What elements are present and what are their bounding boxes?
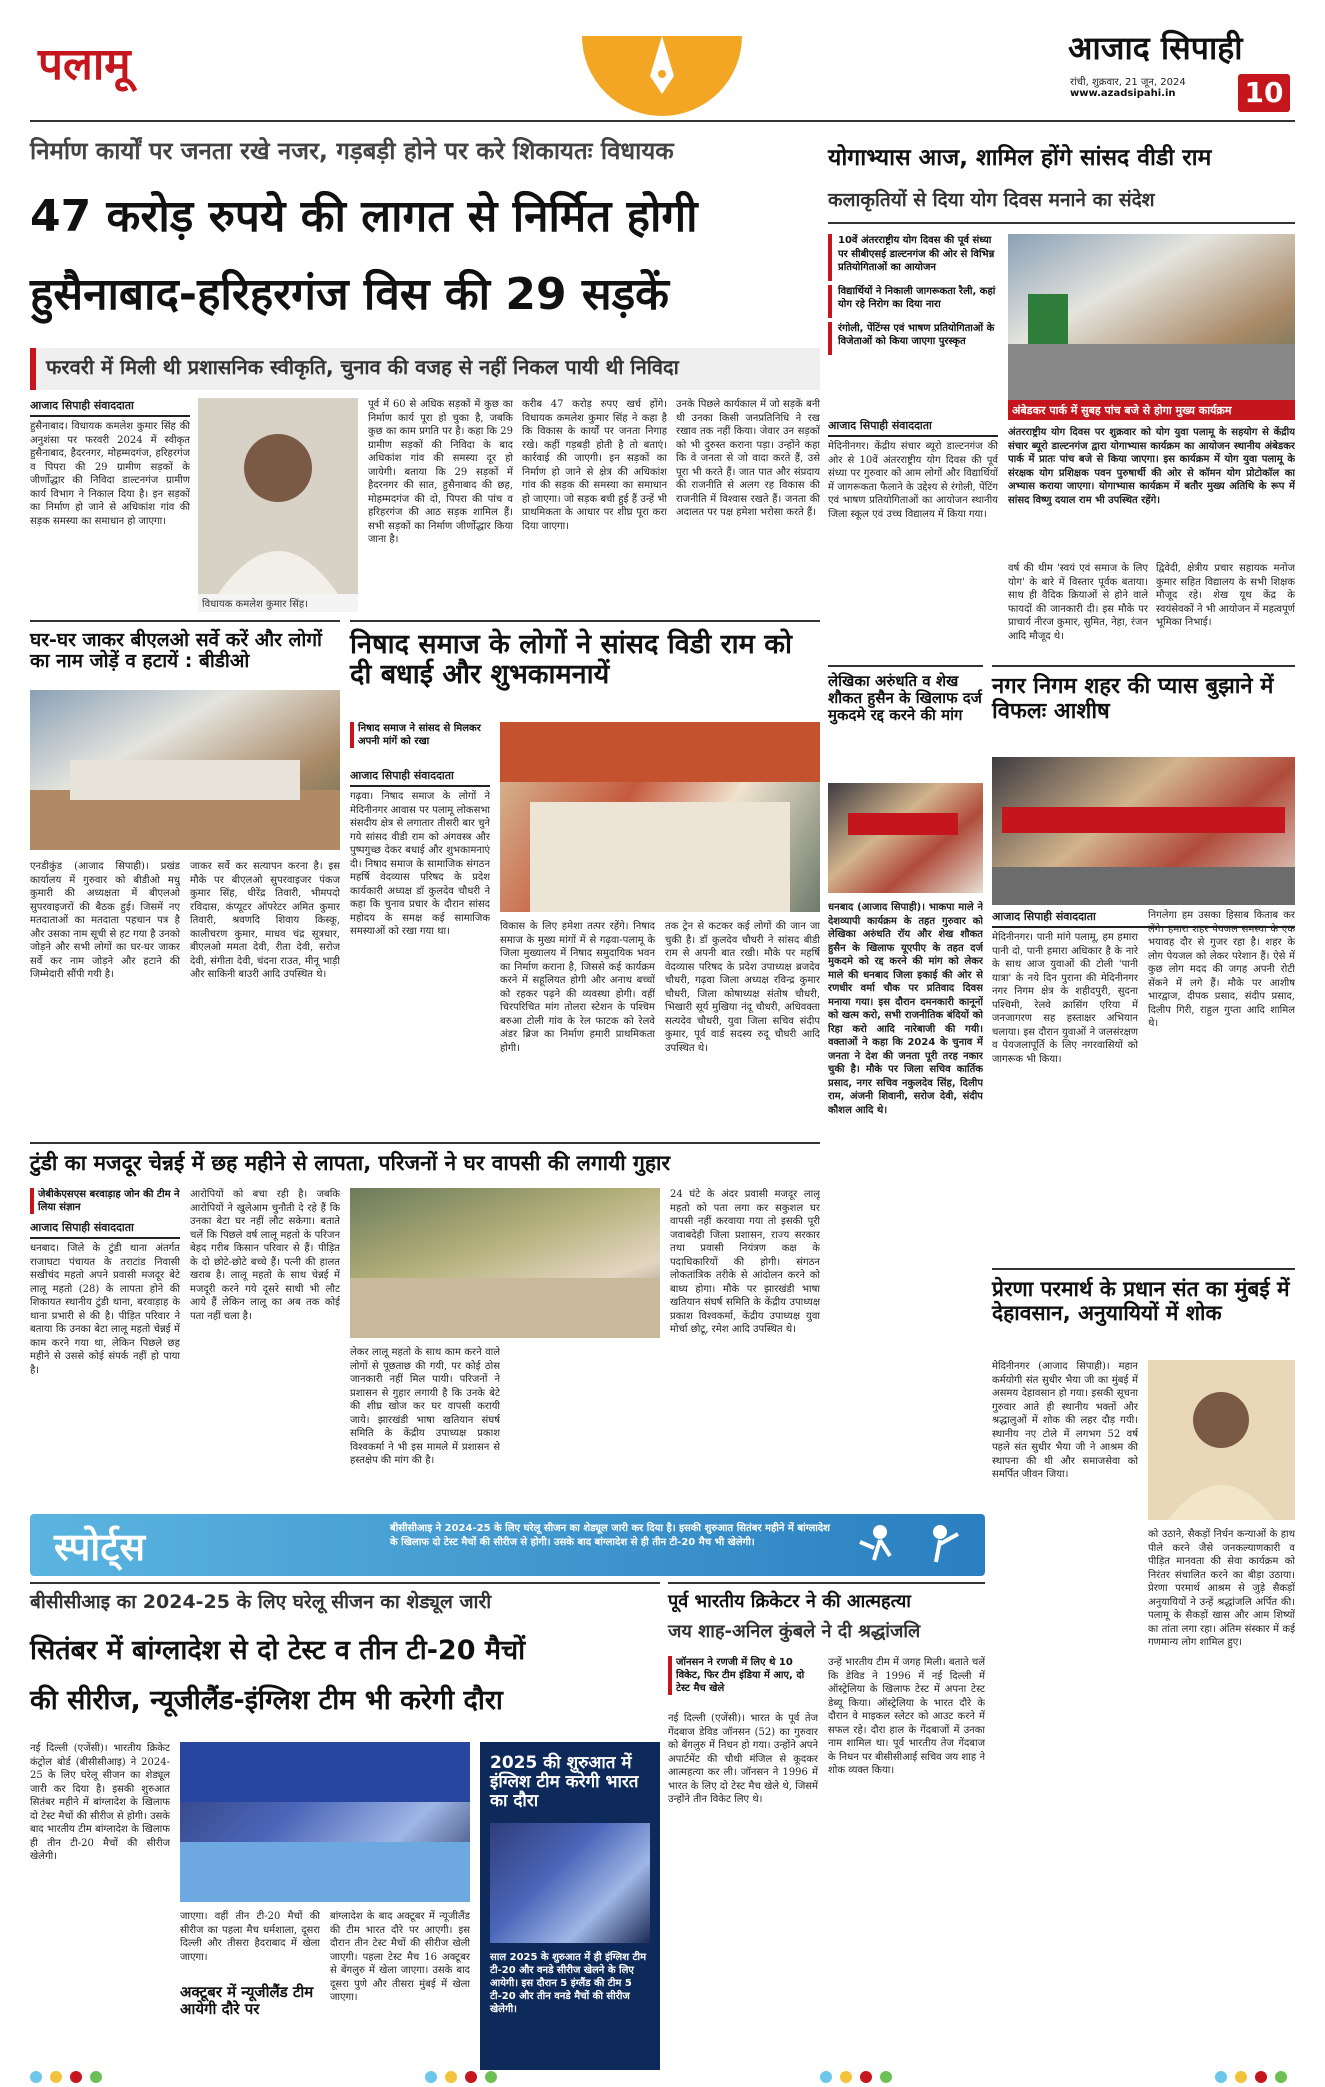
tundi-byline: आजाद सिपाही संवाददाता (30, 1220, 180, 1239)
tundi-photo (350, 1188, 660, 1338)
bldo-photo (30, 690, 340, 850)
nigam-byline: आजाद सिपाही संवाददाता (992, 909, 1295, 928)
nishad-tag: निषाद समाज ने सांसद से मिलकर अपनी मांगें को रखा (350, 722, 490, 748)
bcci-headline-line2: की सीरीज, न्यूजीलैंड-इंग्लिश टीम भी करेगी दौरा (30, 1685, 503, 1716)
prerna-photo (1148, 1360, 1295, 1520)
team-india-photo (180, 1742, 470, 1902)
nigam-col-2: निगलेगा हम उसका हिसाब किताब कर लेंगे। हमारा शहर पेयजल समस्या के एक भयावह दौर से गुजर रहा है। शहर के लोग पेयजल को लेकर परेशान हैं। ऐसे में कुछ लोग मदद की जगह अपनी रोटी सेंकने में लगे हैं। मौके पर आशीष भारद्वाज, दीपक प्रसाद, संदीप प्रसाद, दिलीप गिरी, राहुल गुप्ता आदि शामिल थे। (1148, 910, 1295, 1029)
yoga-points (828, 234, 998, 355)
prerna-col-1: मेदिनीनगर (आजाद सिपाही)। महान कर्मयोगी संत सुधीर भैया जी का मुंबई में असमय देहावसान हो गया। इसकी सूचना गुरुवार आते ही स्थानीय भक्तों और श्रद्धालुओं में शोक की लहर दौड़ गयी। स्थानीय नए टोले में लगभग 52 वर्ष पहले संत सुधीर भैया जी ने आश्रम की स्थापना की थी और समाजसेवा को समर्पित जीवन जिया। (992, 1361, 1138, 1480)
bcci-col-2: जाएगा। वहीं तीन टी-20 मैचों की सीरीज का पहला मैच धर्मशाला, दूसरा दिल्ली और तीसरा हैदराबाद में खेला जाएगा। (180, 1911, 320, 1963)
protest-photo (828, 783, 983, 893)
dateline: रांची, शुक्रवार, 21 जून, 2024 (1070, 77, 1186, 88)
bldo-col-1: एनडीकुंड (आजाद सिपाही)। प्रखंड कार्यालय में गुरुवार को बीडीओ मधु कुमारी की अध्यक्षता में बीएलओ सुपरवाइजरों की बैठक हुई। जिसमें नए मतदाताओं का मतदाता पहचान पत्र है और उसका नाम सूची से हट गया है उनको जोड़ने और सभी लोगों का घर-घर जाकर सर्वे कर नाम जोड़ने और हटाने की जिम्मेदारी सौंपी गयी है। (30, 861, 180, 980)
bcci-story (30, 1582, 660, 2070)
saint-portrait (1148, 1360, 1295, 1520)
nigam-photo (992, 757, 1295, 905)
masthead-rule (30, 120, 1295, 122)
sports-banner-title: स्पोर्ट्स (54, 1525, 146, 1569)
yoga-point: विद्यार्थियों ने निकाली जागरूकता रैली, कहां योग रहे निरोग का दिया नारा (828, 285, 998, 318)
pen-nib-logo (580, 30, 744, 122)
yoga-col-1: मेदिनीनगर। केंद्रीय संचार ब्यूरो डाल्टनगंज की ओर से 10वें अंतरराष्ट्रीय योग दिवस की पूर्व संध्या पर गुरुवार को आम लोगों और विद्यार्थियों में जागरूकता फैलाने के उद्देश्य से रंगोली, पेंटिंग एवं भाषण प्रतियोगिताओं का आयोजन स्थानीय जिला स्कूल एवं उच्च विद्यालय में किया गया। (828, 441, 998, 520)
bcci-headline-line1: सितंबर में बांग्लादेश से दो टेस्ट व तीन टी-20 मैचों (30, 1635, 526, 1666)
lead-story (30, 130, 820, 617)
rally-photo (1008, 234, 1295, 400)
eng-caption: साल 2025 के शुरुआत में ही इंग्लिश टीम टी-20 और वनडे सीरीज खेलने के लिए आयेगी। इस दौरान 5 इंग्लैंड की टीम 5 टी-20 और तीन वनडे मैचों की सीरीज खेलेगी। (490, 1952, 647, 2016)
bldo-col-2: जाकर सर्वे कर सत्यापन करना है। इस मौके पर बीएलओ सुपरवाइजर पंकज कुमार सिंह, धीरेंद्र तिवारी, भीमपदो रविदास, कंप्यूटर ऑपरेटर अमित कुमार तिवारी, श्रवणदि शिवाय किस्कू, कालीचरण कुमार, माधव चंद्र सूत्रधार, बीएलओ ममता देवी, रीता देवी, सरोज देवी, संगीता देवी, चंदना राउत, मीनू भाड़ी और साकिनी बाउरी आदि उपस्थित थे। (190, 861, 340, 980)
nigam-story (992, 665, 1295, 1265)
nishad-headline: निषाद समाज के लोगों ने सांसद विडी राम को दी बधाई और शुभकामनायें (350, 629, 792, 691)
eng-callout: 2025 की शुरुआत में इंग्लिश टीम करेगी भारत का दौरा (490, 1753, 639, 1812)
nigam-headline: नगर निगम शहर की प्यास बुझाने में विफलः आशीष (992, 674, 1274, 724)
lead-col-1: हुसैनाबाद। विधायक कमलेश कुमार सिंह की अनुशंसा पर फरवरी 2024 में स्वीकृत हुसैनाबाद, हैदरनगर, मोहम्मदगंज, हरिहरगंज व पिपरा की 29 ग्रामीण सड़कों के जीर्णोद्धार की निविदा डाल्टनगंज ग्रामीण कार्य विभाग ने निकाल दिया है। इन सड़कों का निर्माण हो जाने से अधिकांश गांव की सड़क समस्या का समाधान हो जाएगा। (30, 421, 190, 527)
eng-photo (490, 1823, 650, 1943)
footer-dots (30, 2068, 1295, 2082)
footer-dot-group (30, 2068, 110, 2082)
bcci-col-3: बांग्लादेश के बाद अक्टूबर में न्यूजीलैंड की टीम भारत दौरे पर आएगी। इस दौरान तीन टेस्ट मैचों की सीरीज खेली जाएगी। पहला टेस्ट मैच 16 अक्टूबर से बेंगलुरु में खेला जाएगा। उसके बाद दूसरा पुणे और तीसरा मुंबई में खेला जाएगा। (330, 1911, 470, 2003)
tundi-col-5 (510, 1346, 660, 1507)
yoga-photo (1008, 234, 1295, 400)
arundhati-photo (828, 783, 983, 893)
footer-dot-group (820, 2068, 900, 2082)
johnson-col-1: नई दिल्ली (एजेंसी)। भारत के पूर्व तेज गेंदबाज डेविड जॉनसन (52) का गुरुवार को बेंगलुरु में निधन हो गया। उन्होंने अपने अपार्टमेंट की चौथी मंजिल से कूदकर आत्महत्या कर ली। जॉनसन ने 1996 में भारत के लिए दो टेस्ट मैच खेले थे, जिसमें उन्होंने तीन विकेट लिए थे। (668, 1713, 818, 1805)
website: www.azadsipahi.in (1070, 88, 1176, 99)
lead-photo (198, 398, 358, 594)
footer-dot-group (1215, 2068, 1295, 2082)
lead-col-2: पूर्व में 60 से अधिक सड़कों में कुछ का निर्माण कार्य पूरा हो चुका है, जबकि कुछ का काम प्रगति पर है। कहा कि 29 ग्रामीण सड़कों की निविदा के बाद अधिकांश गांव की समस्या दूर हो जायेगी। बताया कि 29 सड़कों में हैदरनगर की सात, हुसैनाबाद की छह, मोहम्मदगंज की दो, पिपरा की पांच व हरिहरगंज की आठ सड़क शामिल हैं। सभी सड़कों का निर्माण जीर्णोद्धार किया जाना है। (368, 399, 513, 545)
yoga-byline: आजाद सिपाही संवाददाता (828, 418, 998, 437)
section-title: पलामू (38, 39, 131, 90)
lead-byline: आजाद सिपाही संवाददाता (30, 398, 190, 417)
yoga-box-text: अंतरराष्ट्रीय योग दिवस पर शुक्रवार को योग युवा पलामू के सहयोग से केंद्रीय संचार ब्यूरो डाल्टनगंज द्वारा योगाभ्यास कार्यक्रम का आयोजन स्थानीय अंबेडकर पार्क में प्रातः पांच बजे से किया जाएगा। इस कार्यक्रम में योग युवा पलामू के संरक्षक योग प्रशिक्षक पवन पुरुषार्थी की ओर से कॉमन योग प्रोटोकॉल का अभ्यास कराया जाएगा। योगाभ्यास कार्यक्रम में बतौर मुख्य अतिथि के रूप में सांसद विष्णु दयाल राम भी उपस्थित रहेंगे। (1008, 427, 1295, 506)
tundi-story (30, 1142, 820, 1512)
nigam-col-1: मेदिनीनगर। पानी मांगे पलामू, हम हमारा पानी दो, पानी हमारा अधिकार है के नारे के साथ आज युवाओं की टोली 'पानी यात्रा' के नये दिन पुराना की मेदिनीनगर नगर निगम क्षेत्र के शहीदपुरी, सुदना पश्चिमी, रेलवे क्रासिंग एरिया में जनजागरण सह हस्ताक्षर अभियान चलाया। इस दौरान युवाओं ने जलसंरक्षण व पेयजलापूर्ति के लिए नगरवासियों को जागरूक भी किया। (992, 932, 1138, 1065)
arundhati-headline: लेखिका अरुंधति व शेख शौकत हुसैन के खिलाफ दर्ज मुकदमे रद्द करने की मांग (828, 672, 982, 724)
tundi-col-4: 24 घंटे के अंदर प्रवासी मजदूर लालू महतो को पता लगा कर सकुशल घर वापसी नहीं करवाया गया तो इसकी पूरी जवाबदेही जिला प्रशासन, राज्य सरकार तथा प्रवासी नियंत्रण कक्ष के पदाधिकारियों की होगी। संगठन लोकतांत्रिक तरीके से आंदोलन करने को बाध्य होगा। मौके पर झारखंडी भाषा खतियान संघर्ष समिति के केंद्रीय उपाध्यक्ष प्रकाश विश्वकर्मा, केंद्रीय उपाध्यक्ष युवा मोर्चा छोटू, रमेश आदि उपस्थित थे। (670, 1189, 820, 1335)
yoga-col-2: वर्ष की थीम 'स्वयं एवं समाज के लिए योग' के बारे में विस्तार पूर्वक बताया। साथ ही वैदिक क्रियाओं से होने वाले फायदों की जानकारी दी। इस मौके पर प्राचार्य नीरज कुमार, सुमित, नेहा, रंजन आदि मौजूद थे। (1008, 563, 1148, 642)
yoga-point: रंगोली, पेंटिंग्स एवं भाषण प्रतियोगिताओं के विजेताओं को किया जाएगा पुरस्कृत (828, 322, 998, 355)
nishad-byline: आजाद सिपाही संवाददाता (350, 768, 490, 787)
rally-banner-photo (992, 757, 1295, 905)
bcci-kicker: बीसीसीआइ का 2024-25 के लिए घरेलू सीजन का शेड्यूल जारी (30, 1591, 492, 1613)
johnson-story (668, 1582, 985, 2070)
sports-banner-text: बीसीसीआइ ने 2024-25 के लिए घरेलू सीजन का शेड्यूल जारी कर दिया है। इसकी शुरुआत सितंबर महीने में बांग्लादेश के खिलाफ दो टेस्ट मैचों की सीरीज से होगी। उसके बाद बांग्लादेश से ही तीन टी-20 मैच भी खेलेगी। (390, 1523, 830, 1548)
footer-dot-group (425, 2068, 505, 2082)
paper-name: आजाद सिपाही (1068, 29, 1243, 67)
cricket-player-icon (850, 1520, 970, 1570)
yoga-story (828, 130, 1295, 660)
lead-photo-caption: विधायक कमलेश कुमार सिंह। (198, 594, 358, 612)
lead-kicker: निर्माण कार्यों पर जनता रखे नजर, गड़बड़ी होने पर करे शिकायतः विधायक (30, 137, 674, 165)
johnson-subhead: जय शाह-अनिल कुंबले ने दी श्रद्धांजलि (668, 1621, 921, 1642)
prerna-story (992, 1268, 1295, 2068)
group-photo (500, 722, 820, 912)
tundi-col-3: लेकर लालू महतो के साथ काम करने वाले लोगों से पूछताछ की गयी, पर कोई ठोस जानकारी नहीं मिल पायी। परिजनों ने प्रशासन से गुहार लगायी है कि उनके बेटे की शीघ्र खोज कर घर वापसी करायी जाये। झारखंडी भाषा खतियान संघर्ष समिति के केंद्रीय उपाध्यक्ष प्रकाश विश्वकर्मा ने भी इस मामले में प्रशासन से हस्तक्षेप की मांग की है। (350, 1347, 500, 1466)
lead-col-4: उनके पिछले कार्यकाल में जो सड़कें बनी थी उनका किसी जनप्रतिनिधि ने रख रखाव तक नहीं किया। जेवार उन सड़कों को भी दुरुस्त कराना पड़ा। उन्होंने कहा कि वे जनता से जो वादा करते हैं, उसे पूरा भी करते हैं। जात पात और संप्रदाय की राजनीति से अलग रह विकास की राजनीति में विश्वास रखते हैं। जनता की अदालत पर पक्ष हमेशा भरोसा करते हैं। (676, 399, 820, 518)
bcci-photo (180, 1742, 470, 1902)
tundi-tag: जेबीकेएसएस बरवाड़ाह जोन की टीम ने लिया संज्ञान (30, 1188, 180, 1214)
bcci-col-1: नई दिल्ली (एजेंसी)। भारतीय क्रिकेट कंट्रोल बोर्ड (बीसीसीआइ) ने 2024-25 के लिए घरेलू सीजन का शेड्यूल जारी कर दिया है। इसकी शुरुआत सितंबर महीने में बांग्लादेश के खिलाफ दो टेस्ट मैचों की सीरीज से होगी। उसके बाद भारतीय टीम बांग्लादेश के खिलाफ ही तीन टी-20 मैचों की सीरीज खेलेगी। (30, 1743, 170, 1862)
prerna-col-2: को उठाने, सैकड़ों निर्धन कन्याओं के हाथ पीले करने जैसे जनकल्याणकारी व पीड़ित मानवता की सेवा कार्यक्रम को निरंतर संचालित करने का बीड़ा उठाया। प्रेरणा परमार्थ आश्रम से जुड़े सैकड़ों अनुयायियों ने उन्हें श्रद्धांजलि अर्पित की। पलामू के सैकड़ों खास और आम शिष्यों का तांता लगा रहा। अंतिम संस्कार में कई गणमान्य लोग शामिल हुए। (1148, 1529, 1295, 1648)
nz-callout: अक्टूबर में न्यूजीलैंड टीम आयेगी दौरे पर (180, 1983, 314, 2018)
sports-banner (30, 1514, 985, 1576)
tundi-col-2: आरोपियों को बचा रही है। जबकि आरोपियों ने खुलेआम चुनौती दे रहे हैं कि उनका बेटा घर नहीं लौट सकेगा। बताते चलें कि पिछले वर्ष लालू महतो के परिजन बेहद गरीब किसान परिवार से हैं। पीड़ित के दो छोटे-छोटे बच्चे हैं। पत्नी की हालत खराब है। लालू महतो के साथ चेन्नई में मजदूरी करने गये दूसरे साथी भी लौट आये हैं लेकिन लालू का अब तक कोई पता नहीं चला है। (190, 1189, 340, 1322)
nishad-col-1: गढ़वा। निषाद समाज के लोगों ने मेदिनीनगर आवास पर पलामू लोकसभा संसदीय क्षेत्र से लगातार तीसरी बार चुने गये सांसद वीडी राम को अंगवस्त्र और पुष्पगुच्छ देकर बधाई और शुभकामनाएं दी। निषाद समाज के सामाजिक संगठन महर्षि वेदव्यास परिषद के प्रदेश कार्यकारी अध्यक्ष डॉ कुलदेव चौधरी ने कहा कि चुनाव प्रचार के दौरान सांसद महोदय के समक्ष कई सामाजिक समस्याओं को रखा गया था। (350, 791, 490, 937)
lead-headline-line1: 47 करोड़ रुपये की लागत से निर्मित होगी (30, 191, 698, 242)
bldo-story (30, 620, 340, 1140)
lead-subhead: फरवरी में मिली थी प्रशासनिक स्वीकृति, चुनाव की वजह से नहीं निकल पायी थी निविदा (46, 355, 679, 379)
yoga-point: 10वें अंतरराष्ट्रीय योग दिवस की पूर्व संध्या पर सीबीएसई डाल्टनगंज की ओर से विभिन्न प्रतियोगिताओं का आयोजन (828, 234, 998, 281)
johnson-tag: जॉनसन ने रणजी में लिए थे 10 विकेट, फिर टीम इंडिया में आए, दो टेस्ट मैच खेले (668, 1656, 818, 1695)
yoga-caption-box: अंबेडकर पार्क में सुबह पांच बजे से होगा मुख्य कार्यक्रम (1008, 400, 1295, 420)
arundhati-body: धनबाद (आजाद सिपाही)। भाकपा माले ने देशव्यापी कार्यक्रम के तहत गुरुवार को लेखिका अरुंधति रॉय और शेख शौकत हुसैन के खिलाफ यूएपीए के तहत दर्ज मुकदमे को रद्द करने की मांग को लेकर माले की धनबाद जिला इकाई की ओर से रणधीर वर्मा चौक पर प्रतिवाद दिवस मनाया गया। इस दौरान दमनकारी कानूनों को खत्म करो, सभी राजनीतिक बंदियों को रिहा करो आदि नारेबाजी की गयी। वक्ताओं ने कहा कि 2024 के चुनाव में जनता ने देश की जनता पूरी तरह नकार चुकी है। मौके पर जिला सचिव कार्तिक प्रसाद, नगर सचिव नकुलदेव सिंह, दिलीप राम, अंजनी शिवानी, सरोज देवी, संदीप कौशल आदि थे। (828, 902, 983, 1116)
yoga-headline: योगाभ्यास आज, शामिल होंगे सांसद वीडी राम (828, 145, 1212, 171)
eng-callout-box (480, 1742, 660, 2070)
yoga-subhead: कलाकृतियों से दिया योग दिवस मनाने का संदेश (828, 189, 1155, 211)
mla-portrait (198, 398, 358, 594)
nishad-col-2: विकास के लिए हमेशा तत्पर रहेंगे। निषाद समाज के मुख्य मांगों में से गढ़वा-पलामू के जिला मुख्यालय में निषाद समुदायिक भवन का निर्माण कराना है, जिससे कई कार्यक्रम करने में सहूलियत होगी और अनाथ बच्चों को रहकर पढ़ने की व्यवस्था होगी। वहीं चिरपरिचित मांग तोलरा स्टेशन के पश्चिम बरुआ टोली गांव के रेल फाटक को रेलवे अंडर ब्रिज का निर्माण हमारी प्राथमिकता होगी। (500, 921, 655, 1054)
lead-headline-line2: हुसैनाबाद-हरिहरगंज विस की 29 सड़कें (30, 269, 669, 320)
nishad-col-3: तक ट्रेन से कटकर कई लोगों की जान जा चुकी है। डॉ कुलदेव चौधरी ने सांसद बीडी राम से अपनी बात रखी। मौके पर महर्षि वेदव्यास परिषद के प्रदेश उपाध्यक्ष ब्रजदेव चौधरी, गढ़वा जिला अध्यक्ष रविन्द्र कुमार चौधरी, जिला कोषाध्यक्ष संतोष चौधरी, भिखारी सूर्य मुखिया नंदू चौधरी, अधिवक्ता सत्यदेव चौधरी, युवा जिला सचिव संदीप कुमार, पूर्व वार्ड सदस्य रुदू चौधरी आदि उपस्थित थे। (665, 921, 820, 1054)
meeting-photo (30, 690, 340, 850)
bldo-headline: घर-घर जाकर बीएलओ सर्वे करें और लोगों का नाम जोड़ें व हटायें : बीडीओ (30, 629, 322, 673)
lead-subhead-box (30, 348, 820, 390)
johnson-col-2: उन्हें भारतीय टीम में जगह मिली। बताते चलें कि डेविड ने 1996 में नई दिल्ली में ऑस्ट्रेलिया के खिलाफ टेस्ट में अपना टेस्ट डेब्यू किया। ऑस्ट्रेलिया के भारत दौरे के दौरान वे माइकल स्लेटर को आउट करने में सफल रहे। दौरा हाल के गेंदबाजों में उनका नाम शामिल था। पूर्व भारतीय तेज गेंदबाज के निधन पर बीसीसीआई सचिव जय शाह ने शोक व्यक्त किया। (828, 1657, 985, 1776)
lead-col-3: करीब 47 करोड़ रुपए खर्च होंगे। विधायक कमलेश कुमार सिंह ने कहा है कि विकास के कार्यों पर जनता निगाह रखे। कहीं गड़बड़ी होती है तो बताएं। कार्रवाई की जाएगी। इन सड़कों का निर्माण हो जाने से क्षेत्र की अधिकांश गांव की सड़क की समस्या का समाधान हो जाएगा। जो सड़क बची हुई हैं उन्हें भी प्राथमिकता के आधार पर शीघ्र पूरा करा दिया जाएगा। (522, 399, 667, 532)
prerna-headline: प्रेरणा परमार्थ के प्रधान संत का मुंबई में देहावसान, अनुयायियों में शोक (992, 1277, 1290, 1325)
nishad-photo (500, 722, 820, 912)
nishad-story (350, 620, 820, 1140)
yoga-col-3: द्विवेदी, क्षेत्रीय प्रचार सहायक मनोज कुमार सहित विद्यालय के सभी शिक्षक मौजूद रहे। शेख यूथ केंद्र के स्वयंसेवकों ने भी आयोजन में महत्वपूर्ण भूमिका निभाई। (1156, 563, 1295, 628)
arundhati-story (828, 665, 983, 1505)
masthead (0, 0, 1325, 122)
page-number-badge: 10 (1238, 74, 1290, 112)
villagers-photo (350, 1188, 660, 1338)
tundi-headline: टुंडी का मजदूर चेन्नई में छह महीने से लापता, परिजनों ने घर वापसी की लगायी गुहार (30, 1151, 671, 1175)
tundi-col-1: धनबाद। जिले के टुंडी थाना अंतर्गत राजाघटा पंचायत के तराटांड निवासी सखीचंद महतो अपने प्रवासी मजदूर बेटे लालू महतो (28) के लापता होने की शिकायत स्थानीय टुंडी थाना, बरवाड़ाह के थाना प्रभारी से की है। पीड़ित परिवार ने बताया कि उनका बेटा लालू महतो चेन्नई में काम करने गया था, लेकिन पिछले छह महीने से उससे कोई संपर्क नहीं हो पाया है। (30, 1243, 180, 1376)
johnson-headline: पूर्व भारतीय क्रिकेटर ने की आत्महत्या (668, 1591, 911, 1612)
